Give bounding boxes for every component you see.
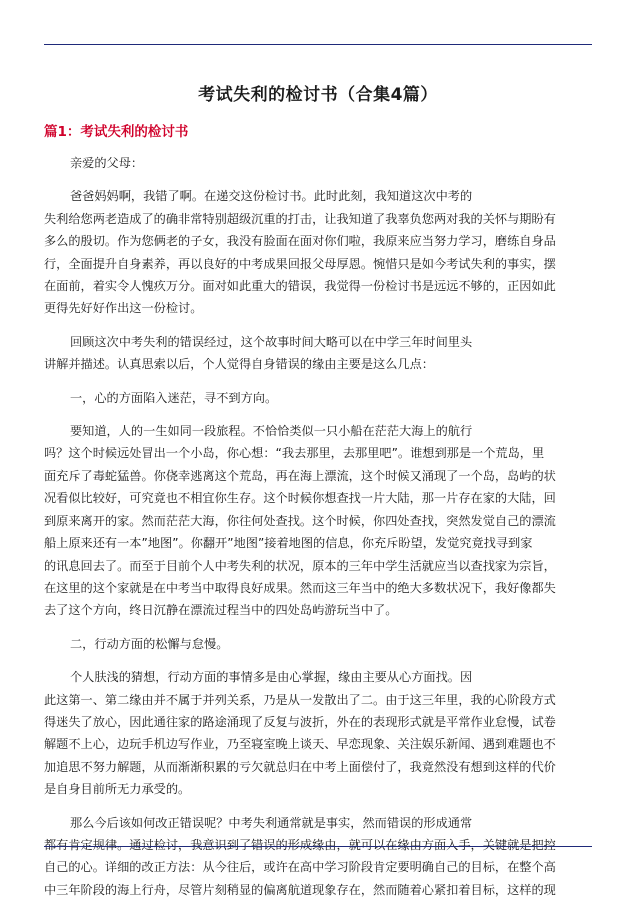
body-paragraph: [44, 331, 592, 376]
body-paragraph: [44, 185, 592, 319]
paragraph-line: 的讯息回去了。而至于目前个人中考失利的状况，原本的三年中学生活就应当以查找家为宗旨，: [44, 558, 556, 573]
body-paragraph: [44, 420, 592, 622]
paragraph-line: 吗？这个时候远处冒出一个小岛，你心想：“我去那里，去那里吧”。谁想到那是一个荒岛，里: [44, 446, 545, 461]
document-body: [44, 152, 592, 912]
paragraph-line: 得迷失了放心，因此通往家的路途涌现了反复与波折，外在的表现形式就是平常作业怠慢，试卷: [44, 714, 556, 729]
paragraph-line: 行，全面提升自身素养，再以良好的中考成果回报父母厚恩。惋惜只是如今考试失利的事实，摆: [44, 256, 556, 271]
paragraph-line: 中三年阶段的海上行舟，尽管片刻稍显的偏离航道现象存在，然而随着心紧扣着目标，这样的现: [44, 882, 556, 897]
body-paragraph: [44, 633, 592, 655]
body-paragraph: [44, 812, 592, 902]
paragraph-line: 自己的心。详细的改正方法：从今往后，或许在高中学习阶段肯定要明确自己的目标，在整个高: [44, 860, 556, 875]
paragraph-line: 失利给您两老造成了的确非常特别超级沉重的打击，让我知道了我辜负您两对我的关怀与期盼有: [44, 211, 556, 226]
paragraph-line: 多么的殷切。作为您俩老的子女，我没有脸面在面对你们啦，我原来应当努力学习，磨练自身品: [44, 234, 556, 249]
paragraph-line: 是自身目前所无力承受的。: [44, 782, 191, 797]
paragraph-line: 面充斥了毒蛇猛兽。你侥幸逃离这个荒岛，再在海上漂流，这个时候又涌现了一个岛，岛屿的状: [44, 468, 556, 483]
paragraph-line: 加追思不努力解题，从而渐渐积累的亏欠就总归在中考上面偿付了，我竟然没有想到这样的代价: [44, 759, 556, 774]
body-paragraph: [44, 387, 592, 409]
paragraph-line: 回顾这次中考失利的错误经过，这个故事时间大略可以在中学三年时间里头: [70, 334, 473, 349]
paragraph-line: 都有肯定规律。通过检讨，我意识到了错误的形成缘由，就可以在缘由方面入手，关键就是把控: [44, 837, 556, 852]
paragraph-line: 一，心的方面陷入迷茫，寻不到方向。: [70, 390, 278, 405]
section-heading: 篇1：考试失利的检讨书: [44, 124, 189, 140]
paragraph-line: 讲解并描述。认真思索以后，个人觉得自身错误的缘由主要是这么几点：: [44, 357, 434, 372]
paragraph-line: 个人肤浅的猜想，行动方面的事情多是由心掌握，缘由主要从心方面找。因: [70, 670, 473, 685]
paragraph-line: 那么今后该如何改正错误呢？中考失利通常就是事实，然而错误的形成通常: [70, 815, 473, 830]
paragraph-line: 解题不上心，边玩手机边写作业，乃至寝室晚上谈天、早恋现象、关注娱乐新闻、遇到难题也不: [44, 737, 556, 752]
paragraph-line: 在面前，着实令人愧疚万分。面对如此重大的错误，我觉得一份检讨书是远远不够的，正因如此: [44, 279, 556, 294]
paragraph-line: 爸爸妈妈啊，我错了啊。在递交这份检讨书。此时此刻，我知道这次中考的: [70, 189, 473, 204]
paragraph-line: 更得先好好作出这一份检讨。: [44, 301, 203, 316]
paragraph-line: 二，行动方面的松懈与怠慢。: [70, 636, 229, 651]
salutation: 亲爱的父母：: [70, 156, 144, 170]
paragraph-line: 此这第一、第二缘由并不属于并列关系，乃是从一发散出了二。由于这三年里，我的心阶段方式: [44, 692, 556, 707]
paragraph-line: 船上原来还有一本”地图”。你翻开”地图”接着地图的信息，你充斥盼望，发觉究竟找寻到家: [44, 536, 533, 551]
footer-rule: [44, 846, 592, 847]
paragraph-line: 况看似比较好，可究竟也不相宜你生存。这个时候你想查找一片大陆，那一片存在家的大陆，回: [44, 491, 556, 506]
paragraph-line: 要知道，人的一生如同一段旅程。不恰恰类似一只小船在茫茫大海上的航行: [70, 424, 473, 439]
document-title: 考试失利的检讨书（合集4篇）: [198, 85, 438, 105]
paragraph-line: 在这里的这个家就是在中考当中取得良好成果。然而这三年当中的绝大多数状况下，我好像都失: [44, 580, 556, 595]
paragraph-line: 到原来离开的家。然而茫茫大海，你往何处查找。这个时候，你四处查找，突然发觉自己的漂流: [44, 513, 556, 528]
paragraph-line: 去了这个方向，终日沉静在漂流过程当中的四处岛屿游玩当中了。: [44, 603, 398, 618]
header-rule: [44, 44, 592, 45]
body-paragraph: [44, 666, 592, 800]
